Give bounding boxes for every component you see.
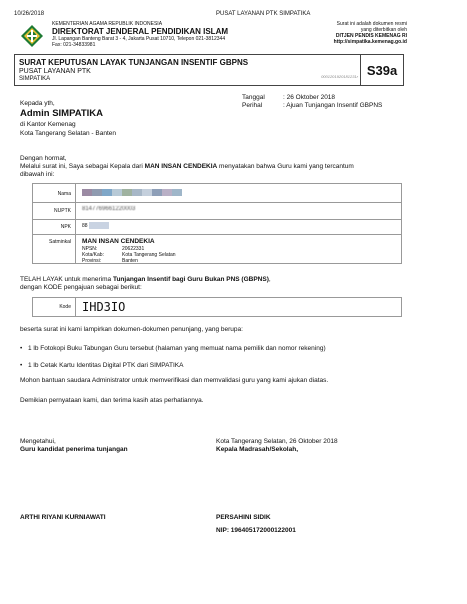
provinsi-value: Banten: [122, 258, 138, 264]
left-signatory-name: ARTHI RIYANI KURNIAWATI: [20, 514, 106, 521]
intro-text: menyatakan bahwa Guru kami yang tercantum: [217, 163, 354, 170]
satminkal-label: Satminkal: [49, 239, 71, 245]
subject-label: Perihal: [242, 102, 263, 109]
kota-value: Kota Tangerang Selatan: [122, 252, 176, 258]
redaction-block: [102, 189, 112, 196]
eligibility-statement: [20, 276, 271, 284]
kemenag-logo-icon: [20, 24, 44, 48]
school-name: MAN INSAN CENDEKIA: [144, 163, 218, 170]
closing-paragraph: Demikian pernyataan kami, dan terima kasih atas perhatiannya.: [20, 397, 204, 404]
official-note-link: http://simpatika.kemenag.go.id: [333, 39, 407, 45]
right-signatory-name: PERSAHINI SIDIK: [216, 514, 271, 521]
title-box: [14, 54, 404, 86]
attachment-text: 1 lb Cetak Kartu Identitas Digital PTK dari SIMPATIKA: [28, 362, 184, 369]
print-page-title: PUSAT LAYANAN PTK SIMPATIKA: [216, 11, 311, 17]
redaction-block: [122, 189, 132, 196]
name-label: Nama: [57, 191, 71, 197]
code-box: [32, 297, 402, 317]
teacher-name-redacted: [82, 189, 182, 197]
satminkal-name: MAN INSAN CENDEKIA: [82, 238, 155, 245]
print-date: 10/26/2018: [14, 11, 45, 17]
recipient-office: di Kantor Kemenag: [20, 121, 76, 128]
submission-code: IHD3IO: [82, 300, 126, 314]
redaction-block: [162, 189, 172, 196]
redaction-block: [132, 189, 142, 196]
ministry-name: KEMENTERIAN AGAMA REPUBLIK INDONESIA: [52, 21, 163, 27]
doc-code-cell: [360, 55, 403, 85]
bullet-icon: •: [20, 345, 23, 352]
right-signature-role: Kepala Madrasah/Sekolah,: [216, 446, 299, 453]
bullet-icon: •: [20, 362, 23, 369]
intro-paragraph: [20, 163, 354, 171]
subject-value: : Ajuan Tunjangan Insentif GBPNS: [283, 102, 383, 109]
redaction-block: [112, 189, 122, 196]
teacher-table: [32, 183, 402, 264]
official-note-line: yang diterbitkan oleh: [360, 27, 407, 33]
table-divider: [33, 202, 401, 203]
eligibility-allowance: Tunjangan Insentif bagi Guru Bukan PNS (GBPNS): [112, 276, 269, 283]
document-subtitle: PUSAT LAYANAN PTK: [19, 68, 91, 75]
doc-code: S39a: [366, 62, 398, 78]
code-label: Kode: [59, 304, 71, 310]
request-paragraph: Mohon bantuan saudara Administrator untuk memverifikasi dan memvalidasi guru yang kami ajukan diatas.: [20, 377, 329, 384]
intro-paragraph-line2: dibawah ini:: [20, 171, 55, 178]
redaction-block: [142, 189, 152, 196]
redaction-block: [152, 189, 162, 196]
document-title: SURAT KEPUTUSAN LAYAK TUNJANGAN INSENTIF GBPNS: [19, 58, 249, 67]
recipient-to: Kepada yth,: [20, 100, 55, 107]
npsn-value: 20622331: [122, 246, 145, 252]
attachment-item: [20, 362, 183, 370]
serial-number: 0001201920181231r: [321, 74, 358, 79]
letterhead-fax: Fax: 021-34833981: [52, 42, 96, 48]
directorate-name: DIREKTORAT JENDERAL PENDIDIKAN ISLAM: [52, 27, 229, 36]
redaction-block: [92, 189, 102, 196]
kota-label: Kota/Kab:: [82, 252, 104, 258]
right-signature-date: Kota Tangerang Selatan, 26 Oktober 2018: [216, 438, 338, 445]
attachment-item: [20, 345, 326, 353]
greeting: Dengan hormat,: [20, 155, 67, 162]
npk-redaction: [89, 222, 109, 229]
official-note-line: Surat ini adalah dokumen resmi: [336, 21, 407, 27]
redaction-block: [82, 189, 92, 196]
npsn-label: NPSN:: [82, 246, 98, 252]
official-note: [334, 21, 407, 45]
table-divider: [33, 219, 401, 220]
nuptk-label: NUPTK: [54, 208, 71, 214]
recipient-name: Admin SIMPATIKA: [20, 108, 104, 119]
code-intro: dengan KODE pengajuan sebagai berikut:: [20, 284, 142, 291]
date-value: : 26 Oktober 2018: [283, 94, 336, 101]
npk-field: [82, 222, 110, 229]
redaction-block: [172, 189, 182, 196]
eligibility-text: ,: [268, 276, 271, 283]
left-signature-role: Guru kandidat penerima tunjangan: [20, 446, 128, 453]
recipient-city: Kota Tangerang Selatan - Banten: [20, 130, 117, 137]
attachment-text: 1 lb Fotokopi Buku Tabungan Guru tersebut (halaman yang memuat nama pemilik dan nomor rekening): [28, 345, 326, 352]
npk-label: NPK: [60, 224, 71, 230]
date-label: Tanggal: [242, 94, 265, 101]
nuptk-value: 8147769661220003: [82, 206, 136, 212]
npk-value: 88: [82, 223, 88, 229]
attachments-intro: beserta surat ini kami lampirkan dokumen-dokumen penunjang, yang berupa:: [20, 326, 243, 333]
official-note-line: DITJEN PENDIS KEMENAG RI: [335, 33, 407, 39]
eligibility-text: TELAH LAYAK untuk menerima: [20, 276, 113, 283]
table-divider: [33, 234, 401, 235]
system-name: SIMPATIKA: [19, 76, 51, 82]
left-signature-heading: Mengetahui,: [20, 438, 56, 445]
provinsi-label: Provinsi:: [82, 258, 102, 264]
right-signatory-nip: NIP: 196405172000122001: [216, 527, 296, 534]
letterhead-address: Jl. Lapangan Banteng Barat 3 - 4, Jakarta Pusat 10710, Telepon 021-3812344: [52, 36, 226, 42]
intro-text: Melalui surat ini, Saya sebagai Kepala dari: [20, 163, 145, 170]
